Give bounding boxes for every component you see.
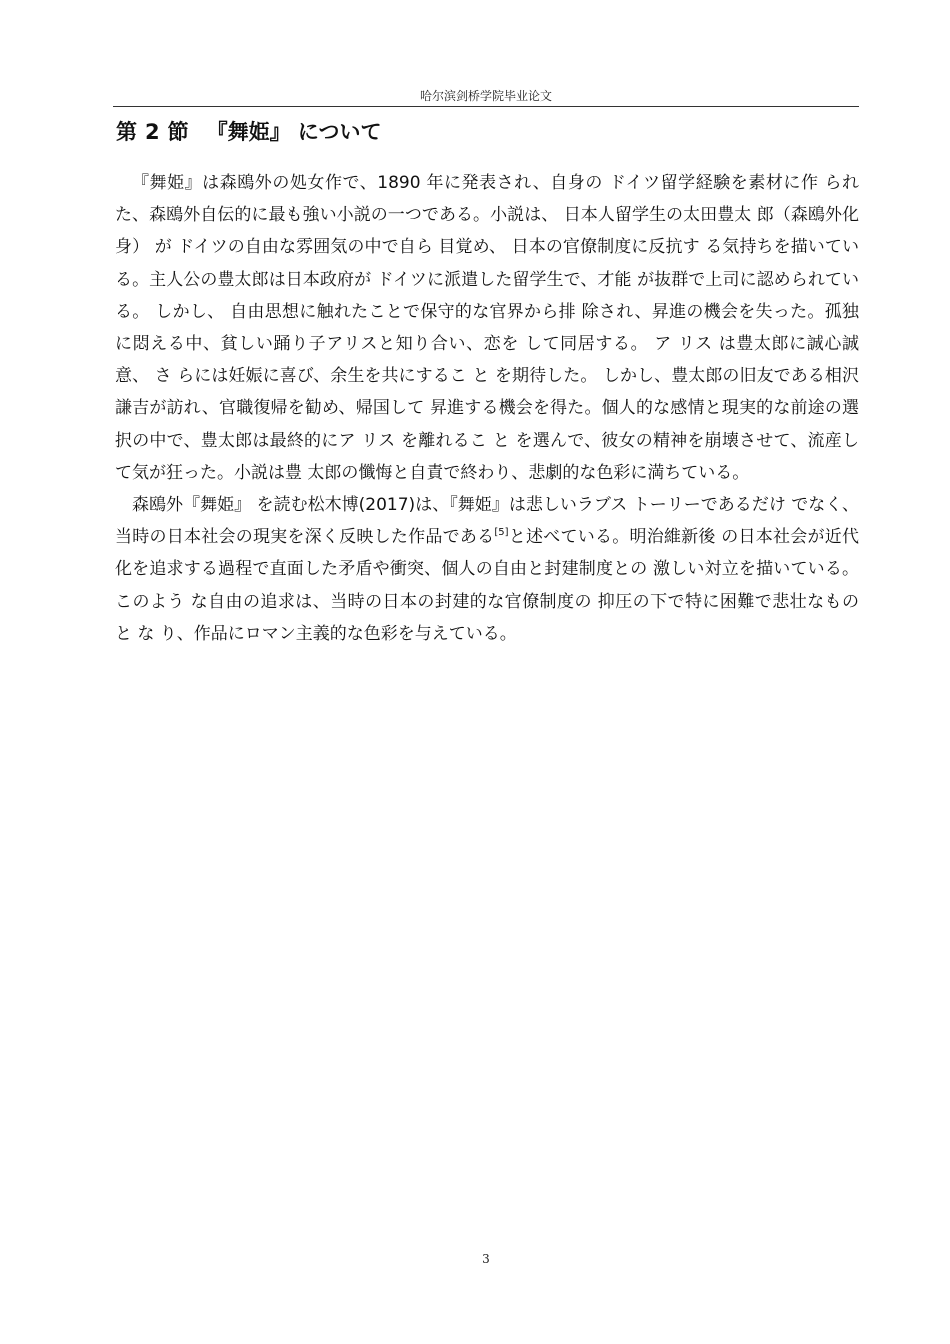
- paragraph-2-text-after: と述べている。明治維新後 の日本社会が近代化を追求する過程で直面した矛盾や衝突、個人の自由と封建制度との 激しい対立を描いている。 このよう な自由の追求は、当時の日本の封建的な官僚制度の 抑圧の下で特に困難で悲壮なもの と な り、作品にロマン主義的な色彩を与えている。: [115, 527, 860, 644]
- page-number: 3: [482, 1252, 490, 1266]
- section-number: 2: [145, 120, 160, 144]
- section-title: 『舞姫』 について: [206, 120, 382, 144]
- paragraph-1: 『舞姫』は森鴎外の処女作で、1890 年に発表され、自身の ドイツ留学経験を素材に作 られた、森鴎外自伝的に最も強い小説の一つである。小説は、 日本人留学生の太田豊太 郎（森鴎外化身） が ドイツの自由な雰囲気の中で自ら 目覚め、 日本の官僚制度に反抗す る気持ちを描いている。主人公の豊太郎は日本政府が ドイツに派遣した留学生で、才能 が抜群で上司に認められている。 しかし、 自由思想に触れたことで保守的な官界から排 除され、昇進の機会を失った。孤独に悶える中、貧しい踊り子アリスと知り合い、恋を して同居する。 ア リス は豊太郎に誠心誠意、 さ らには妊娠に喜び、余生を共にするこ と を期待した。 しかし、豊太郎の旧友である相沢謙吉が訪れ、官職復帰を勧め、帰国して 昇進する機会を得た。個人的な感情と現実的な前途の選択の中で、豊太郎は最終的にア リス を離れるこ と を選んで、彼女の精神を崩壊させて、流産して気が狂った。小説は豊 太郎の懺悔と自責で終わり、悲劇的な色彩に満ちている。: [115, 173, 859, 483]
- page-header: 哈尔滨剑桥学院毕业论文: [419, 89, 552, 103]
- header-rule: [113, 106, 859, 107]
- paragraph-2: [115, 489, 859, 650]
- section-prefix: 第: [116, 120, 137, 144]
- citation-ref[interactable]: [5]: [494, 527, 509, 539]
- paragraph-2-text-before: 森鴎外『舞姫』 を読む松木博(2017)は、『舞姫』は悲しいラブス トーリーであるだけ でなく、当時の日本社会の現実を深く反映した作品である: [115, 495, 859, 548]
- section-suffix: 節: [167, 120, 189, 144]
- section-heading: [116, 116, 382, 148]
- body-text: [115, 167, 859, 650]
